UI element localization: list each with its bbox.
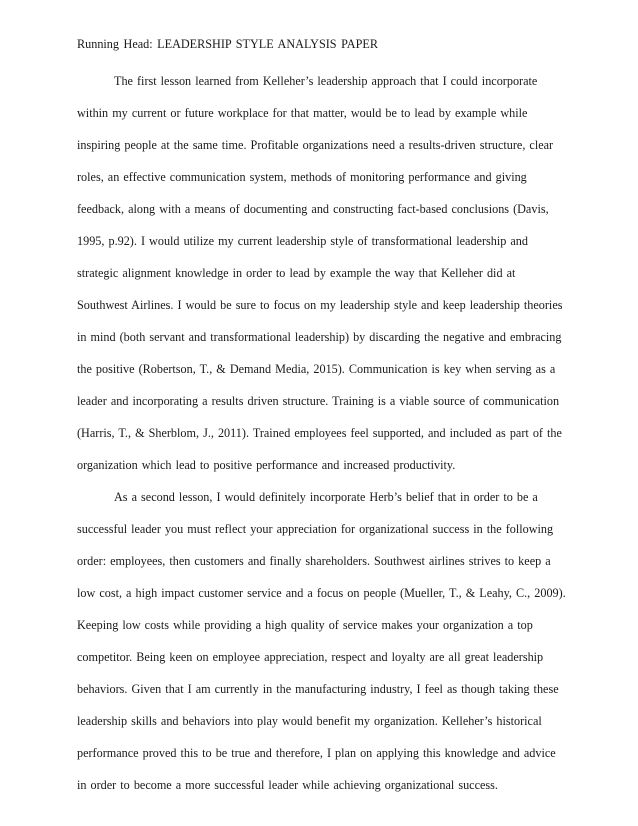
- paragraph-1-line-3: inspiring people at the same time. Profitable organizations need a results-driven structure, clear: [77, 138, 554, 152]
- paragraph-2-line-5: Keeping low costs while providing a high quality of service makes your organization a top: [77, 618, 533, 632]
- paragraph-1-line-7: strategic alignment knowledge in order to lead by example the way that Kelleher did at: [77, 266, 516, 280]
- paragraph-1-line-6: 1995, p.92). I would utilize my current leadership style of transformational leadership and: [77, 234, 528, 248]
- paragraph-1-line-13: organization which lead to positive performance and increased productivity.: [77, 458, 456, 472]
- paragraph-2-line-3: order: employees, then customers and finally shareholders. Southwest airlines strives to keep a: [77, 554, 551, 568]
- paragraph-2-line-6: competitor. Being keen on employee appreciation, respect and loyalty are all great leadership: [77, 650, 544, 664]
- paragraph-2-line-8: leadership skills and behaviors into play would benefit my organization. Kelleher’s historical: [77, 714, 542, 728]
- paragraph-1-line-2: within my current or future workplace for that matter, would be to lead by example while: [77, 106, 528, 120]
- paragraph-2-line-10: in order to become a more successful leader while achieving organizational success.: [77, 778, 498, 792]
- paragraph-1-line-8: Southwest Airlines. I would be sure to focus on my leadership style and keep leadership theories: [77, 298, 563, 312]
- paragraph-1-line-11: leader and incorporating a results driven structure. Training is a viable source of communication: [77, 394, 560, 408]
- paragraph-1-line-1: The first lesson learned from Kelleher’s leadership approach that I could incorporate: [114, 74, 538, 88]
- paragraph-2-line-2: successful leader you must reflect your appreciation for organizational success in the following: [77, 522, 554, 536]
- paragraph-1-line-9: in mind (both servant and transformational leadership) by discarding the negative and embracing: [77, 330, 562, 344]
- paragraph-2-line-4: low cost, a high impact customer service and a focus on people (Mueller, T., & Leahy, C., 2009).: [77, 586, 566, 600]
- paragraph-1-line-4: roles, an effective communication system, methods of monitoring performance and giving: [77, 170, 527, 184]
- paragraph-1-line-12: (Harris, T., & Sherblom, J., 2011). Trained employees feel supported, and included as part of the: [77, 426, 562, 440]
- running-head: Running Head: LEADERSHIP STYLE ANALYSIS PAPER: [77, 37, 378, 51]
- paragraph-2-line-9: performance proved this to be true and therefore, I plan on applying this knowledge and advice: [77, 746, 556, 760]
- paragraph-2-line-7: behaviors. Given that I am currently in the manufacturing industry, I feel as though taking these: [77, 682, 559, 696]
- paragraph-1-line-10: the positive (Robertson, T., & Demand Media, 2015). Communication is key when serving as a: [77, 362, 556, 376]
- paragraph-1-line-5: feedback, along with a means of documenting and constructing fact-based conclusions (Davis,: [77, 202, 549, 216]
- paragraph-2-line-1: As a second lesson, I would definitely incorporate Herb’s belief that in order to be a: [114, 490, 538, 504]
